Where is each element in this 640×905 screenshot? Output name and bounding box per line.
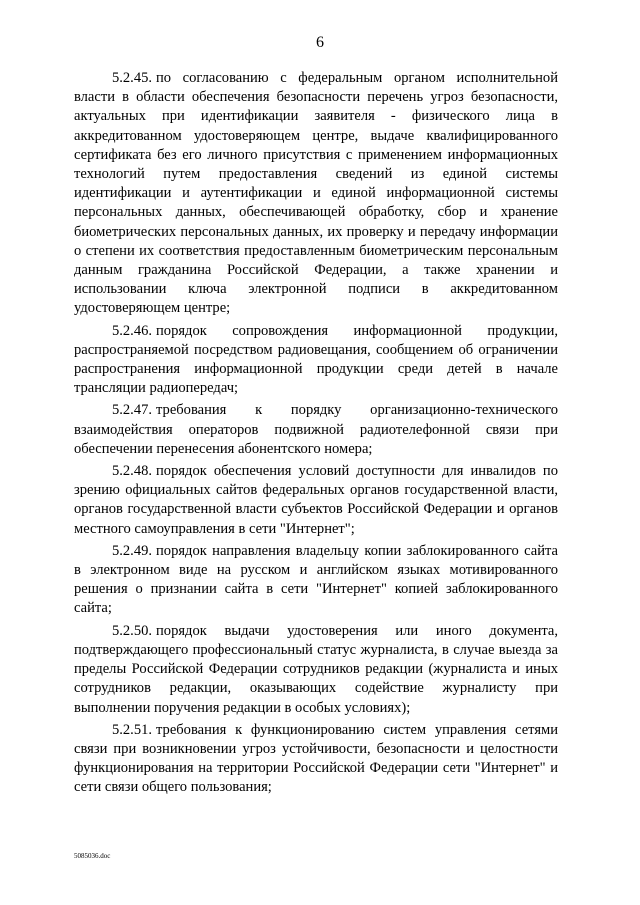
paragraph-text: по согласованию с федеральным органом исполнительной власти в области обеспечения безопасности перечень угроз безопасности, актуальных при идентификации заявителя - физического лица в аккредитованном удостоверяющем центре, выдаче квалифицированного сертификата без его личного присутствия с применением информационных технологий путем предоставления сведений из единой системы идентификации и аутентификации и единой информационной системы персональных данных, обеспечивающей обработку, сбор и хранение биометрических персональных данных, их проверку и передачу информации о степени их соответствия предоставленным биометрическим персональным данным гражданина Российской Федерации, а также хранении и использовании ключа электронной подписи в аккредитованном удостоверяющем центре; xyxy=(74,70,558,317)
paragraph-text: требования к функционированию систем управления сетями связи при возникновении угроз устойчивости, безопасности и целостности функционирования на территории Российской Федерации сети "Интернет" и сети связи общего пользования; xyxy=(74,721,558,796)
document-body xyxy=(74,69,558,801)
paragraph-number: 5.2.48. xyxy=(112,463,153,480)
paragraph-number: 5.2.46. xyxy=(112,322,153,339)
paragraph-text: требования к порядку организационно-технического взаимодействия операторов подвижной радиотелефонной связи при обеспечении перенесения абонентского номера; xyxy=(74,402,558,457)
paragraph-5-2-47 xyxy=(74,401,558,459)
paragraph-5-2-51 xyxy=(74,721,558,798)
paragraph-text: порядок обеспечения условий доступности для инвалидов по зрению официальных сайтов федеральных органов государственной власти, органов государственной власти субъектов Российской Федерации и органов местного самоуправления в сети "Интернет"; xyxy=(74,463,558,537)
paragraph-number: 5.2.51. xyxy=(112,721,153,738)
paragraph-5-2-50 xyxy=(74,622,558,718)
paragraph-number: 5.2.45. xyxy=(112,70,153,86)
paragraph-number: 5.2.49. xyxy=(112,542,153,559)
paragraph-number: 5.2.47. xyxy=(112,402,153,419)
paragraph-text: порядок направления владельцу копии заблокированного сайта в электронном виде на русском и английском языках мотивированного решения о признании сайта в сети "Интернет" копией заблокированного сайта; xyxy=(74,542,558,617)
paragraph-5-2-45 xyxy=(74,69,558,319)
paragraph-text: порядок выдачи удостоверения или иного документа, подтверждающего профессиональный статус журналиста, в случае выезда за пределы Российской Федерации сотрудников редакции (журналиста и иных сотрудников редакции, оказывающих содействие журналисту при выполнении поручения редакции в особых условиях); xyxy=(74,622,558,716)
paragraph-number: 5.2.50. xyxy=(112,622,153,639)
paragraph-text: порядок сопровождения информационной продукции, распространяемой посредством радиовещания, сообщением об ограничении распространения информационной продукции среди детей в начале трансляции радиопередач; xyxy=(74,322,558,397)
paragraph-5-2-46 xyxy=(74,322,558,399)
paragraph-5-2-48 xyxy=(74,462,558,539)
paragraph-5-2-49 xyxy=(74,542,558,619)
page-number: 6 xyxy=(316,34,324,51)
document-code: 5085036.doc xyxy=(74,852,111,860)
